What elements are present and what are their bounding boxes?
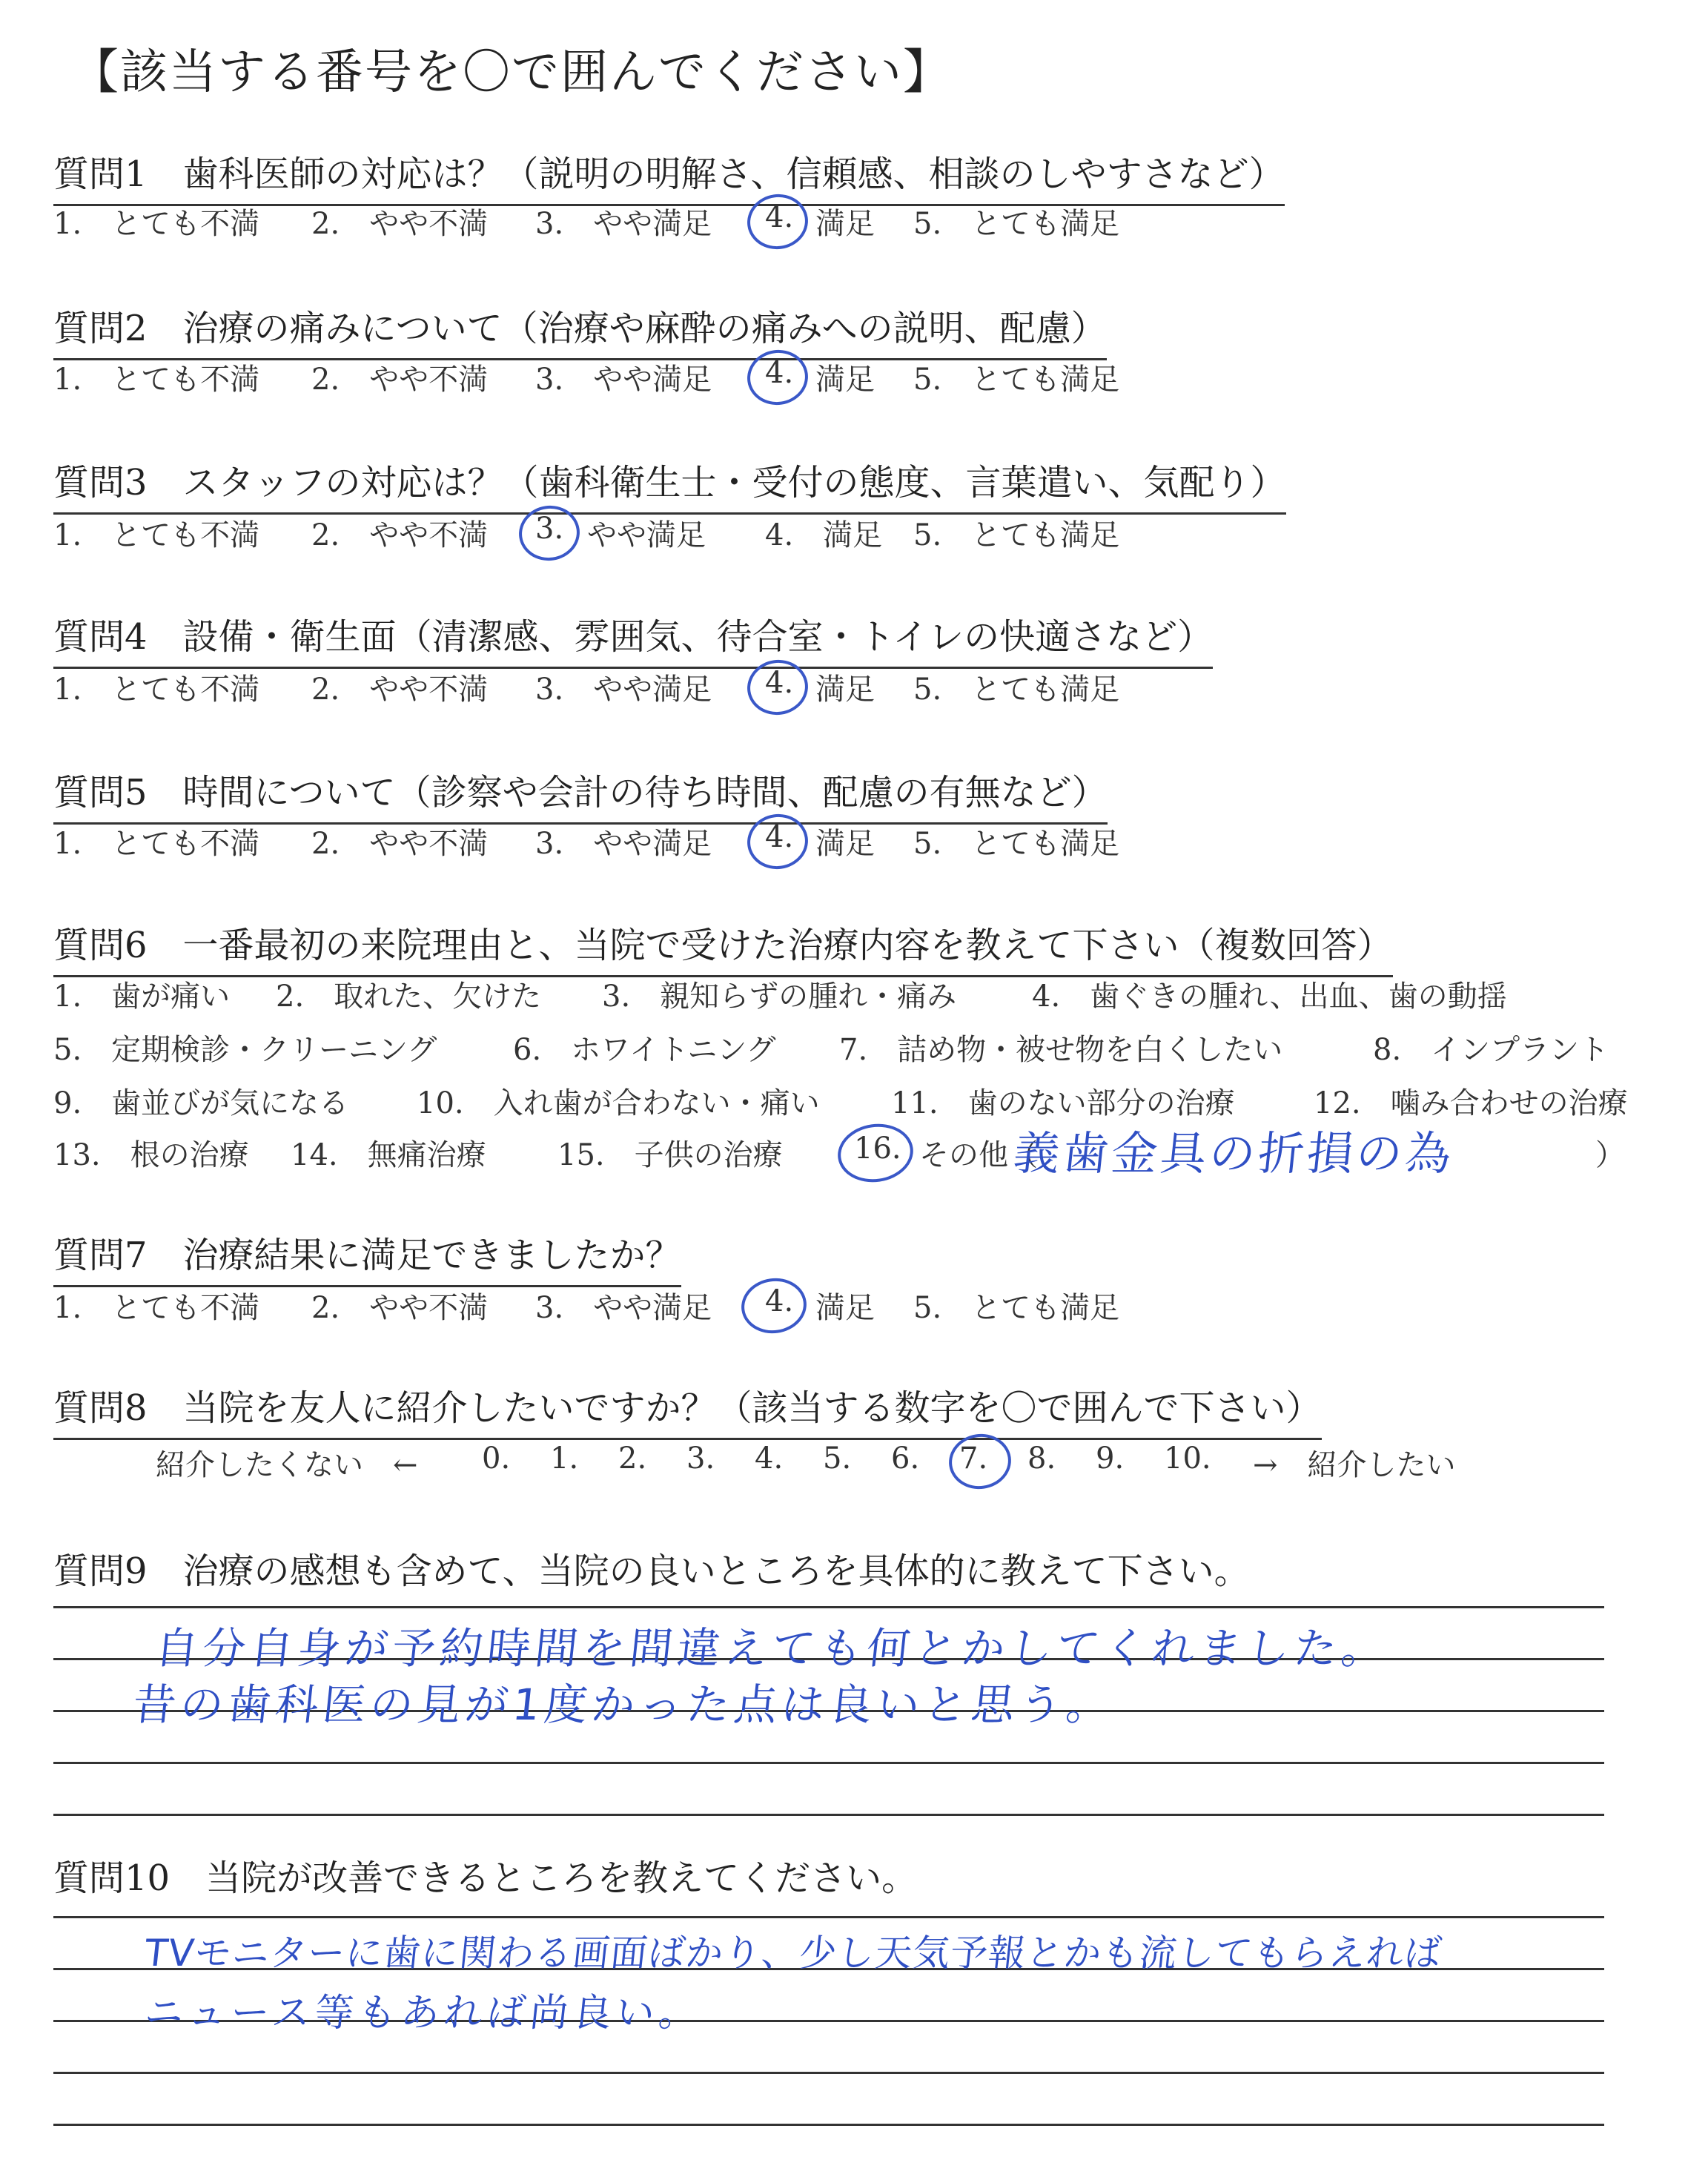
q6-option-6[interactable]: 6. ホワイトニング — [513, 1033, 776, 1067]
q8-number-10[interactable]: 10. — [1164, 1441, 1211, 1476]
q7-option-3[interactable]: 3. やや満足 — [535, 1291, 712, 1325]
q3-options — [53, 512, 1610, 556]
q8-right-label: → 紹介したい — [1253, 1448, 1456, 1482]
q9-line-1 — [53, 1606, 1604, 1608]
q1-heading: 質問1 歯科医師の対応は？（説明の明解さ、信頼感、相談のしやすさなど） — [53, 145, 1285, 206]
q3-option-5[interactable]: 5. とても満足 — [913, 518, 1120, 552]
q9-line-4 — [53, 1762, 1604, 1764]
q10-answer-line-1[interactable]: TVモニターに歯に関わる画面ばかり、少し天気予報とかも流してもらえれば — [142, 1932, 1445, 1975]
q7-option-5[interactable]: 5. とても満足 — [913, 1291, 1120, 1325]
q10-line-1 — [53, 1916, 1604, 1918]
q6-option-12[interactable]: 12. 噛み合わせの治療 — [1314, 1086, 1628, 1120]
q6-option-16-label[interactable]: その他（ — [919, 1138, 1038, 1172]
q6-option-1[interactable]: 1. 歯が痛い — [53, 980, 231, 1014]
q3-option-3-label[interactable]: やや満足 — [587, 518, 706, 552]
q6-option-5[interactable]: 5. 定期検診・クリーニング — [53, 1033, 437, 1067]
q2-options — [53, 356, 1610, 400]
q7-heading: 質問7 治療結果に満足できましたか？ — [53, 1226, 681, 1287]
q8-number-0[interactable]: 0. — [482, 1441, 511, 1476]
q8-number-4[interactable]: 4. — [755, 1441, 784, 1476]
q5-option-5[interactable]: 5. とても満足 — [913, 827, 1120, 861]
q2-option-2[interactable]: 2. やや不満 — [311, 363, 489, 397]
q6-option-7[interactable]: 7. 詰め物・被せ物を白くしたい — [839, 1033, 1283, 1067]
q10-line-5 — [53, 2124, 1604, 2126]
q3-option-1[interactable]: 1. とても不満 — [53, 518, 260, 552]
q6-answer-circle — [834, 1119, 917, 1186]
q8-number-6[interactable]: 6. — [891, 1441, 920, 1476]
q1-option-4-number[interactable]: 4. — [765, 200, 794, 234]
q8-left-label: 紹介したくない ← — [156, 1448, 418, 1482]
q8-heading: 質問8 当院を友人に紹介したいですか？（該当する数字を〇で囲んで下さい） — [53, 1379, 1322, 1440]
q8-scale-numbers — [482, 1441, 1297, 1486]
q7-option-4-number[interactable]: 4. — [765, 1284, 794, 1318]
q7-option-4-label[interactable]: 満足 — [815, 1291, 875, 1325]
q1-option-4-label[interactable]: 満足 — [815, 207, 875, 241]
q2-option-4-number[interactable]: 4. — [765, 356, 794, 390]
q8-number-3[interactable]: 3. — [686, 1441, 715, 1476]
q3-option-4[interactable]: 4. 満足 — [765, 518, 883, 552]
q2-option-3[interactable]: 3. やや満足 — [535, 363, 712, 397]
q5-option-4-number[interactable]: 4. — [765, 820, 794, 854]
q4-options — [53, 666, 1610, 710]
q6-options-row-1 — [53, 973, 1647, 1017]
q4-option-4-number[interactable]: 4. — [765, 666, 794, 700]
q2-option-5[interactable]: 5. とても満足 — [913, 363, 1120, 397]
q1-options — [53, 200, 1610, 245]
q9-line-5 — [53, 1814, 1604, 1816]
q6-other-close-paren: ） — [1595, 1138, 1625, 1172]
q2-heading: 質問2 治療の痛みについて（治療や麻酔の痛みへの説明、配慮） — [53, 300, 1107, 360]
q8-number-5[interactable]: 5. — [823, 1441, 852, 1476]
q1-option-5[interactable]: 5. とても満足 — [913, 207, 1120, 241]
q8-number-1[interactable]: 1. — [550, 1441, 579, 1476]
q8-number-8[interactable]: 8. — [1027, 1441, 1056, 1476]
q6-options-row-2 — [53, 1026, 1647, 1071]
q7-option-2[interactable]: 2. やや不満 — [311, 1291, 489, 1325]
q7-option-1[interactable]: 1. とても不満 — [53, 1291, 260, 1325]
page-title: 【該当する番号を〇で囲んでください】 — [71, 45, 952, 100]
q4-option-5[interactable]: 5. とても満足 — [913, 673, 1120, 707]
q6-option-16-number[interactable]: 16. — [854, 1132, 901, 1166]
q3-option-2[interactable]: 2. やや不満 — [311, 518, 489, 552]
q3-option-3-number[interactable]: 3. — [535, 512, 564, 546]
q1-option-2[interactable]: 2. やや不満 — [311, 207, 489, 241]
q6-option-13[interactable]: 13. 根の治療 — [53, 1138, 249, 1172]
q5-option-2[interactable]: 2. やや不満 — [311, 827, 489, 861]
q5-option-3[interactable]: 3. やや満足 — [535, 827, 712, 861]
q6-option-4[interactable]: 4. 歯ぐきの腫れ、出血、歯の動揺 — [1032, 980, 1507, 1014]
q5-heading: 質問5 時間について（診察や会計の待ち時間、配慮の有無など） — [53, 764, 1108, 825]
q6-option-8[interactable]: 8. インプラント — [1373, 1033, 1609, 1067]
q6-other-handwritten[interactable]: 義歯金具の折損の為 — [1010, 1126, 1457, 1180]
q5-option-4-label[interactable]: 満足 — [815, 827, 875, 861]
q6-option-2[interactable]: 2. 取れた、欠けた — [276, 980, 542, 1014]
q6-option-10[interactable]: 10. 入れ歯が合わない・痛い — [417, 1086, 820, 1120]
q4-option-2[interactable]: 2. やや不満 — [311, 673, 489, 707]
q6-option-3[interactable]: 3. 親知らずの腫れ・痛み — [602, 980, 957, 1014]
q6-heading: 質問6 一番最初の来院理由と、当院で受けた治療内容を教えて下さい（複数回答） — [53, 916, 1393, 977]
q3-heading: 質問3 スタッフの対応は？（歯科衛生士・受付の態度、言葉遣い、気配り） — [53, 454, 1286, 515]
q6-option-9[interactable]: 9. 歯並びが気になる — [53, 1086, 349, 1120]
q10-answer-line-2[interactable]: ニュース等もあれば尚良い。 — [142, 1991, 704, 2035]
q5-option-1[interactable]: 1. とても不満 — [53, 827, 260, 861]
q8-number-2[interactable]: 2. — [618, 1441, 647, 1476]
q6-option-11[interactable]: 11. 歯のない部分の治療 — [891, 1086, 1235, 1120]
q9-answer-line-2[interactable]: 昔の歯科医の見が1度かった点は良いと思う。 — [130, 1680, 1116, 1730]
q2-option-4-label[interactable]: 満足 — [815, 363, 875, 397]
q6-option-14[interactable]: 14. 無痛治療 — [291, 1138, 486, 1172]
q4-option-1[interactable]: 1. とても不満 — [53, 673, 260, 707]
q5-options — [53, 820, 1610, 865]
q2-option-1[interactable]: 1. とても不満 — [53, 363, 260, 397]
q4-heading: 質問4 設備・衛生面（清潔感、雰囲気、待合室・トイレの快適さなど） — [53, 608, 1213, 669]
q1-option-3[interactable]: 3. やや満足 — [535, 207, 712, 241]
q4-option-3[interactable]: 3. やや満足 — [535, 673, 712, 707]
q6-option-15[interactable]: 15. 子供の治療 — [557, 1138, 783, 1172]
q9-answer-line-1[interactable]: 自分自身が予約時間を間違えても何とかしてくれました。 — [152, 1623, 1392, 1674]
q8-number-9[interactable]: 9. — [1096, 1441, 1125, 1476]
q7-options — [53, 1284, 1610, 1329]
q4-option-4-label[interactable]: 満足 — [815, 673, 875, 707]
q9-heading: 質問9 治療の感想も含めて、当院の良いところを具体的に教えて下さい。 — [53, 1550, 1250, 1592]
q8-number-7[interactable]: 7. — [959, 1441, 988, 1476]
q10-heading: 質問10 当院が改善できるところを教えてください。 — [53, 1857, 918, 1899]
q10-line-4 — [53, 2072, 1604, 2074]
q1-option-1[interactable]: 1. とても不満 — [53, 207, 260, 241]
